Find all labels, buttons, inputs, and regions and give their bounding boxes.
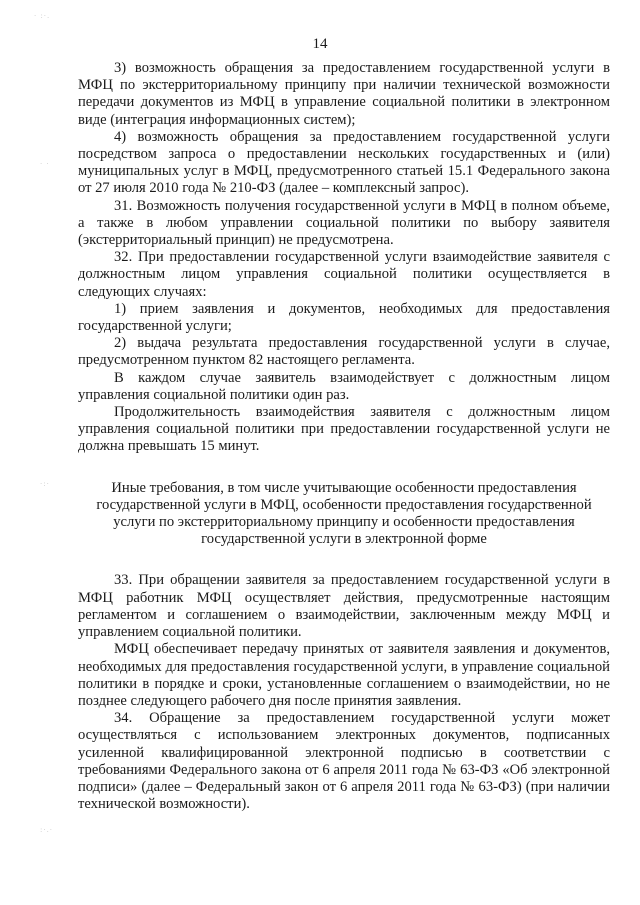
scan-artifact: · :·. [34,12,51,20]
paragraph-mfc-transfer: МФЦ обеспечивает передачу принятых от заявителя заявления и документов, необходимых для предоставления государственной услуги, в управление социальной политики в порядке и сроки, установленные соглашением о взаимодействии, но не позднее следующего рабочего дня после принятия заявления. [78,641,610,709]
paragraph-item-3: 3) возможность обращения за предоставлением государственной услуги в МФЦ по экстерриториальному принципу при наличии технической возможности передачи документов из МФЦ в управление социальной политики в электронном виде (интеграция информационных систем); [78,60,610,128]
paragraph-duration: Продолжительность взаимодействия заявителя с должностным лицом управления социальной политики при предоставлении государственной услуги не должна превышать 15 минут. [78,404,610,455]
paragraph-case-2: 2) выдача результата предоставления государственной услуги в случае, предусмотренном пунктом 82 настоящего регламента. [78,335,610,369]
scan-artifact: · · [40,160,50,168]
paragraph-clause-32: 32. При предоставлении государственной услуги взаимодействие заявителя с должностным лицом управления социальной политики осуществляется в следующих случаях: [78,249,610,300]
scan-artifact: ·:· [40,480,50,488]
paragraph-case-1: 1) прием заявления и документов, необходимых для предоставления государственной услуги; [78,300,610,335]
section-heading: Иные требования, в том числе учитывающие особенности предоставления государственной услуги в МФЦ, особенности предоставления государственной услуги по экстерриториальному принципу и особенности предоставления государственной услуги в электронной форме [96,479,592,548]
paragraph-clause-34: 34. Обращение за предоставлением государственной услуги может осуществляться с использованием электронных документов, подписанных усиленной квалифицированной электронной подписью в соответствии с требованиями Федерального закона от 6 апреля 2011 года № 63-ФЗ «Об электронной подписи» (далее – Федеральный закон от 6 апреля 2011 года № 63-ФЗ) (при наличии технической возможности). [78,710,610,813]
document-body [78,60,610,813]
paragraph-clause-33: 33. При обращении заявителя за предоставлением государственной услуги в МФЦ работник МФЦ осуществляет действия, предусмотренные настоящим регламентом и соглашением о взаимодействии, заключенным между МФЦ и управлением социальной политики. [78,572,610,641]
paragraph-clause-31: 31. Возможность получения государственной услуги в МФЦ в полном объеме, а также в любом управлении социальной политики по выбору заявителя (экстерриториальный принцип) не предусмотрена. [78,197,610,249]
paragraph-item-4: 4) возможность обращения за предоставлением государственной услуги посредством запроса о предоставлении нескольких государственных и (или) муниципальных услуг в МФЦ, предусмотренного статьей 15.1 Федерального закона от 27 июля 2010 года № 210-ФЗ (далее – комплексный запрос). [78,128,610,197]
scan-artifact: :·.· [40,826,54,834]
page-number: 14 [312,36,328,52]
paragraph-once-rule: В каждом случае заявитель взаимодействует с должностным лицом управления социальной политики один раз. [78,369,610,403]
